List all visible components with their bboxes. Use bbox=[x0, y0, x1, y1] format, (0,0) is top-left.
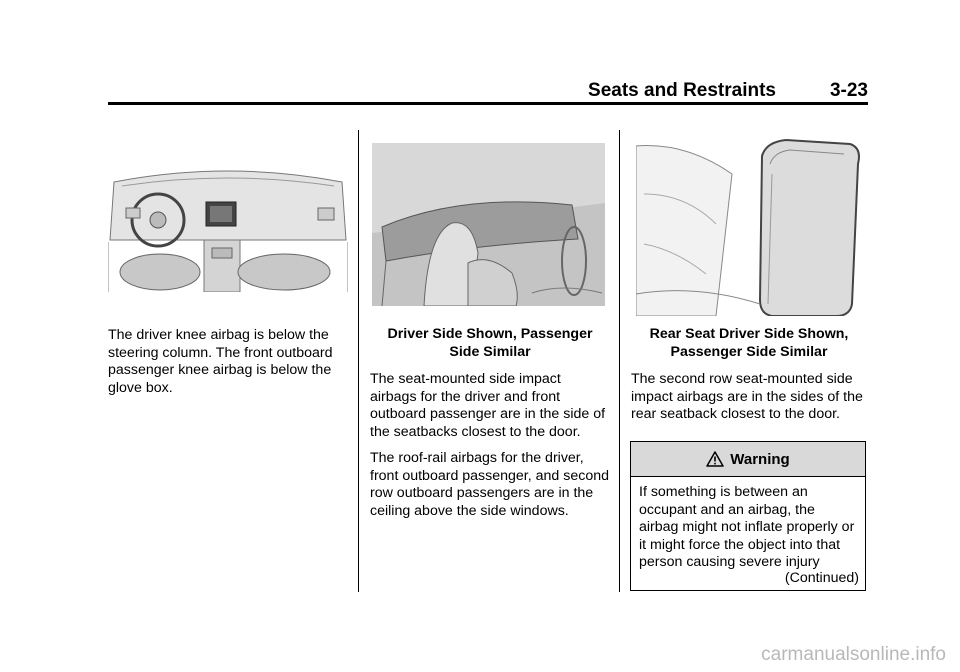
rear-seat-airbag-figure bbox=[636, 134, 862, 316]
dashboard-knee-airbag-figure bbox=[108, 162, 348, 292]
rear-side-airbag-paragraph: The second row seat-mounted side impact airbags are in the sides of the rear seatback closest to the door. bbox=[631, 371, 863, 422]
column-3 bbox=[631, 326, 871, 433]
warning-triangle-icon bbox=[706, 451, 724, 467]
driver-side-airbag-figure bbox=[372, 143, 605, 306]
warning-title: Warning bbox=[730, 450, 790, 468]
seat-side-airbag-paragraph: The seat-mounted side impact airbags for the driver and front outboard passenger are in the side of the seatbacks closest to the door. bbox=[370, 371, 606, 440]
warning-body: If something is between an occupant and an airbag, the airbag might not inflate properly or it might force the object into that person causing severe injury bbox=[639, 484, 855, 570]
column-divider-1 bbox=[358, 130, 359, 592]
warning-header bbox=[631, 442, 865, 477]
column-1 bbox=[108, 327, 348, 406]
driver-side-caption: Driver Side Shown, Passenger Side Similar bbox=[387, 326, 593, 360]
column-2 bbox=[370, 326, 610, 529]
page-header bbox=[108, 80, 868, 104]
header-rule bbox=[108, 102, 868, 105]
watermark: carmanualsonline.info bbox=[761, 644, 946, 665]
page-number: 3-23 bbox=[829, 80, 868, 101]
roof-rail-airbag-paragraph: The roof-rail airbags for the driver, front outboard passenger, and second row outboard passengers are in the ceiling above the side windows. bbox=[370, 450, 609, 519]
warning-box bbox=[630, 441, 866, 591]
section-title: Seats and Restraints bbox=[588, 80, 776, 101]
rear-seat-caption: Rear Seat Driver Side Shown, Passenger Side Similar bbox=[649, 326, 849, 360]
continued-label: (Continued) bbox=[784, 570, 859, 586]
knee-airbag-paragraph: The driver knee airbag is below the steering column. The front outboard passenger knee airbag is below the glove box. bbox=[108, 327, 333, 396]
column-divider-2 bbox=[619, 130, 620, 592]
